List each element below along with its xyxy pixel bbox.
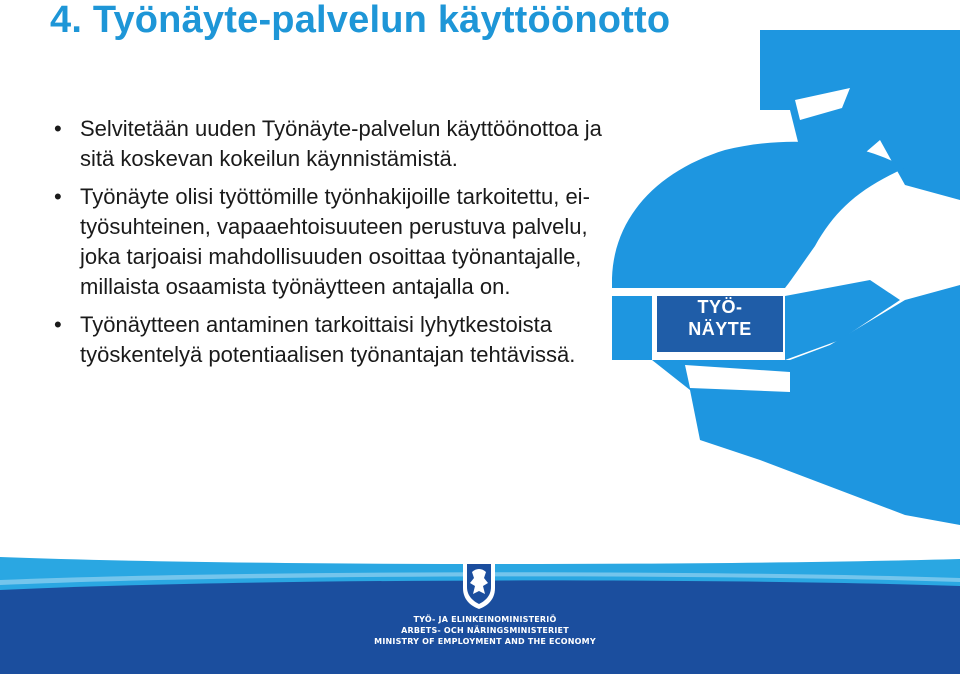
plate-label <box>657 296 783 352</box>
plate-label-line: TYÖ- <box>697 297 743 317</box>
bullet-dot: • <box>54 312 62 337</box>
ministry-name <box>340 614 630 647</box>
ministry-name-sv: ARBETS- OCH NÄRINGSMINISTERIET <box>401 626 569 635</box>
slide-title: 4. Työnäyte-palvelun käyttöönotto <box>50 0 671 41</box>
bullet-item <box>48 182 608 302</box>
finnish-lion-coat-of-arms-icon <box>459 558 499 610</box>
plate-label-line: NÄYTE <box>688 319 752 339</box>
cloche-serving-hand-icon <box>600 30 960 555</box>
bullet-item <box>48 310 608 370</box>
bullet-text: Selvitetään uuden Työnäyte-palvelun käyttöönottoa ja sitä koskevan kokeilun käynnistämistä. <box>80 116 602 171</box>
bullet-text: Työnäyte olisi työttömille työnhakijoille tarkoitettu, ei-työsuhteinen, vapaaehtoisuuteen perustuva palvelu, joka tarjoaisi mahdollisuuden osoittaa työnantajalle, millaista osaamista työnäytteen antajalla on. <box>80 184 590 299</box>
bullet-list <box>48 114 608 370</box>
bullet-dot: • <box>54 184 62 209</box>
ministry-name-fi: TYÖ- JA ELINKEINOMINISTERIÖ <box>413 615 557 624</box>
bullet-item <box>48 114 608 174</box>
ministry-name-en: MINISTRY OF EMPLOYMENT AND THE ECONOMY <box>374 637 596 646</box>
bullet-dot: • <box>54 116 62 141</box>
bullet-text: Työnäytteen antaminen tarkoittaisi lyhytkestoista työskentelyä potentiaalisen työnantajan tehtävissä. <box>80 312 576 367</box>
